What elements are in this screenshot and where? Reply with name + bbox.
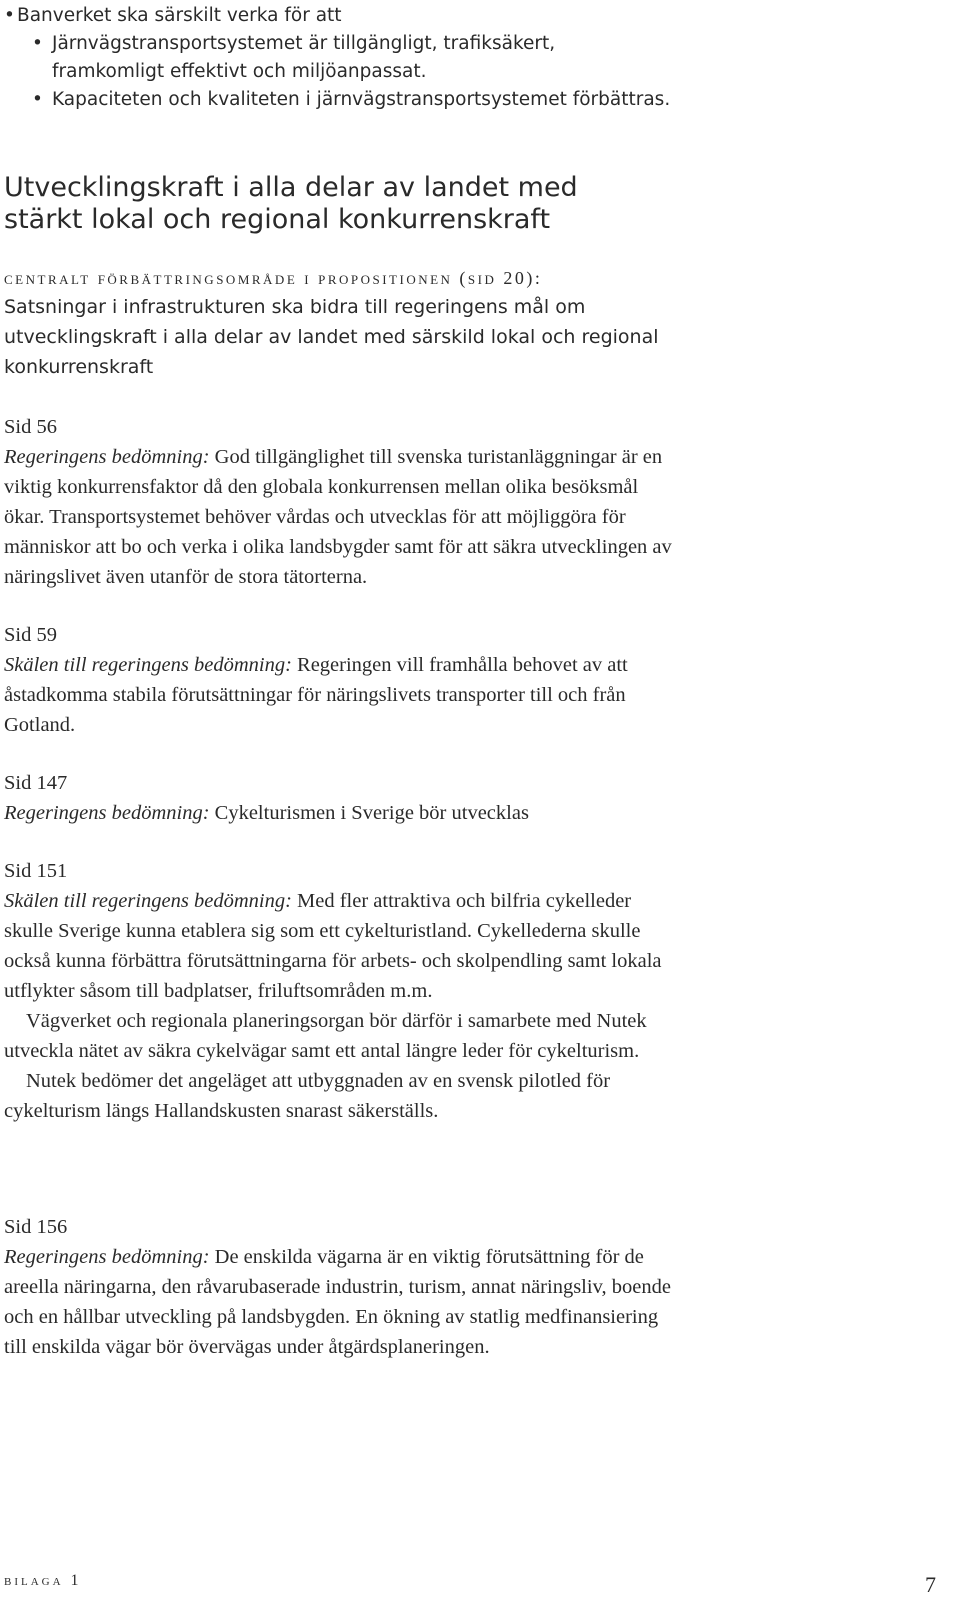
assessment-text: Med fler attraktiva och bilfria cykelleder skulle Sverige kunna etablera sig som ett cykelturistland. Cykellederna skulle också kunna förbättra förutsättningarna för arbets- och skolpendling samt lokala utflykter såsom till badplatser, friluftsområden m.m. — [4, 890, 662, 1002]
bullet-list — [4, 2, 672, 114]
page-reference: Sid 59 — [4, 624, 57, 646]
page-number: 7 — [925, 1572, 936, 1597]
section-paragraph — [4, 1242, 672, 1362]
section-sid-147 — [4, 768, 672, 828]
assessment-label: Regeringens bedömning: — [4, 446, 210, 468]
bullet-icon: • — [32, 89, 43, 110]
central-text: Satsningar i infrastrukturen ska bidra till regeringens mål om utvecklingskraft i alla delar av landet med särskild lokal och regional konkurrenskraft — [4, 296, 659, 378]
sub-bullet-text: Järnvägstransportsystemet är tillgängligt, trafiksäkert, framkomligt effektivt och miljöanpassat. — [52, 33, 556, 82]
section-paragraph: Vägverket och regionala planeringsorgan bör därför i samarbete med Nutek utveckla nätet av säkra cykelvägar samt ett antal längre leder för cykelturism. — [4, 1010, 647, 1062]
section-paragraph — [4, 650, 672, 740]
assessment-label: Skälen till regeringens bedömning: — [4, 890, 292, 912]
bullet-icon: • — [32, 33, 43, 54]
sub-bullet-item — [32, 30, 672, 86]
assessment-label: Skälen till regeringens bedömning: — [4, 654, 292, 676]
bullet-text: Banverket ska särskilt verka för att — [17, 5, 342, 26]
page-reference: Sid 147 — [4, 772, 68, 794]
section-sid-59 — [4, 620, 672, 740]
page-reference: Sid 151 — [4, 860, 68, 882]
section-paragraph: Nutek bedömer det angeläget att utbyggnaden av en svensk pilotled för cykelturism längs Hallandskusten snarast säkerställs. — [4, 1070, 611, 1122]
assessment-text: Regeringen vill framhålla behovet av att åstadkomma stabila förutsättningar för näringslivets transporter till och från Gotland. — [4, 654, 628, 736]
page-reference: Sid 56 — [4, 416, 57, 438]
section-sid-156 — [4, 1212, 672, 1362]
central-label: centralt förbättringsområde i propositionen (sid 20): — [4, 268, 543, 288]
assessment-label: Regeringens bedömning: — [4, 802, 210, 824]
assessment-text: Cykelturismen i Sverige bör utvecklas — [214, 802, 529, 824]
section-paragraph — [4, 798, 672, 828]
appendix-label: bilaga 1 — [4, 1572, 82, 1589]
section-sid-56 — [4, 412, 672, 592]
assessment-text: De enskilda vägarna är en viktig förutsättning för de areella näringarna, den råvarubaserade industrin, turism, annat näringsliv, boende och en hållbar utveckling på landsbygden. En ökning av statlig medfinansiering till enskilda vägar bör övervägas under åtgärdsplaneringen. — [4, 1246, 671, 1358]
assessment-label: Regeringens bedömning: — [4, 1246, 210, 1268]
page-reference: Sid 156 — [4, 1216, 68, 1238]
section-sid-151 — [4, 856, 672, 1126]
assessment-text: God tillgänglighet till svenska turistanläggningar är en viktig konkurrensfaktor då den globala konkurrensen mellan olika besöksmål ökar. Transportsystemet behöver vårdas och utvecklas för att möjliggöra för människor att bo och verka i olika landsbygder samt för att säkra utvecklingen av näringslivet även utanför de stora tätorterna. — [4, 446, 672, 588]
sub-bullet-list — [4, 30, 672, 114]
bullet-icon: • — [4, 5, 15, 26]
sub-bullet-item — [32, 86, 672, 114]
section-heading: Utvecklingskraft i alla delar av landet med stärkt lokal och regional konkurrenskraft — [4, 172, 578, 235]
bullet-item-main — [4, 2, 672, 30]
sub-bullet-text: Kapaciteten och kvaliteten i järnvägstransportsystemet förbättras. — [52, 89, 671, 110]
section-paragraph — [4, 442, 672, 592]
section-paragraph — [4, 886, 672, 1006]
